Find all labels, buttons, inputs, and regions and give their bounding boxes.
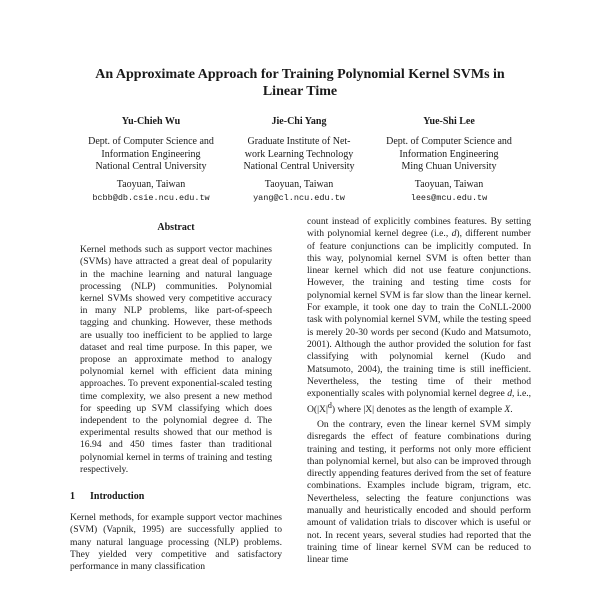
body-paragraph-2: On the contrary, even the linear kernel SVM simply disregards the effect of feature combinations during training and testing, it performs not only more efficient than polynomial kernel, but also can be improved through directly appending features derived from the set of feature combinations. Examples include bigram, trigram, etc. Nevertheless, selecting the feature conjunctions was manually and heuristically encoded and should perform amount of validation trials to discover which is useful or not. In recent years, several studies had reported that the training time of linear kernel SVM can be reduced to linear time	[307, 418, 531, 566]
section-heading	[70, 491, 282, 503]
math-variable-d: d	[507, 388, 513, 400]
affiliation-line: National Central University	[95, 161, 207, 172]
abstract-heading: Abstract	[157, 222, 195, 233]
author-name: Yue-Shi Lee	[423, 116, 475, 127]
paper-title-line-2: Linear Time	[262, 84, 338, 99]
author-location: Taoyuan, Taiwan	[414, 178, 484, 190]
section-title: Introduction	[90, 491, 145, 503]
body-paragraph-1	[307, 216, 531, 417]
math-variable-x: X	[504, 404, 511, 416]
affiliation-line: Dept. of Computer Science and	[386, 136, 512, 147]
paper-title	[60, 66, 540, 100]
section-number: 1	[70, 491, 75, 503]
text-run: , i.e., O(|X|	[307, 388, 531, 416]
affiliation-line: work Learning Technology	[244, 148, 354, 160]
author-location: Taoyuan, Taiwan	[264, 178, 334, 190]
author-block-1	[76, 116, 226, 205]
author-block-3	[374, 116, 524, 205]
affiliation-line: Graduate Institute of Net-	[247, 136, 351, 147]
affiliation-line: Dept. of Computer Science and	[88, 136, 214, 147]
author-location: Taoyuan, Taiwan	[116, 178, 186, 190]
text-run: ), different number of feature conjunctions can be implicitly computed. In this way, polynomial kernel SVM is often better than linear kernel which did not use feature conjunctions. However, the training and testing time costs for polynomial kernel SVM is far slow than the linear kernel. For example, it took one day to train the CoNLL-2000 task with polynomial kernel SVM, while the testing speed is merely 20-30 words per second (Kudo and Matsumoto, 2001). Although the author provided the solution for fast classifying with polynomial kernel (Kudo and Matsumoto, 2004), the training time is still inefficient. Nevertheless, the testing time of their method exponentially scales with polynomial kernel degree	[307, 228, 531, 400]
abstract-text: Kernel methods such as support vector machines (SVMs) have attracted a great deal of popularity in the machine learning and natural language processing (NLP) communities. Polynomial kernel SVMs showed very competitive accuracy in many NLP problems, like part-of-speech tagging and chunking. However, these methods are usually too inefficient to be applied to large dataset and real time purpose. In this paper, we propose an approximate method to analogy polynomial kernel with efficient data mining approaches. To prevent exponential-scaled testing time complexity, we also present a new method for speeding up SVM classifying which does independent to the polynomial degree d. The experimental results showed that our method is 16.94 and 450 times faster than traditional polynomial kernel in terms of training and testing respectively.	[80, 244, 272, 475]
affiliation-line: National Central University	[243, 161, 355, 172]
introduction-text: Kernel methods, for example support vector machines (SVM) (Vapnik, 1995) are successfully applied to many natural language processing (NLP) problems. They yielded very competitive and satisfactory performance in many classification	[70, 512, 282, 573]
author-block-2	[224, 116, 374, 205]
affiliation-line: Information Engineering	[101, 148, 201, 160]
math-variable-d: d	[451, 228, 457, 240]
right-column	[307, 216, 531, 567]
text-run: ) where |X| denotes as the length of example	[331, 404, 505, 416]
text-run: count instead of explicitly combines features. By setting with polynomial kernel degree (i.e.,	[307, 216, 531, 240]
affiliation-line: Ming Chuan University	[401, 161, 497, 172]
text-run: .	[510, 404, 513, 416]
author-name: Jie-Chi Yang	[271, 116, 327, 127]
author-name: Yu-Chieh Wu	[121, 116, 181, 127]
author-email: lees@mcu.edu.tw	[410, 193, 488, 203]
author-email: yang@cl.ncu.edu.tw	[253, 193, 345, 203]
math-superscript: d	[327, 401, 332, 411]
author-email: bcbb@db.csie.ncu.edu.tw	[92, 193, 210, 203]
paper-title-line-1: An Approximate Approach for Training Polynomial Kernel SVMs in	[95, 67, 505, 82]
left-column	[70, 222, 282, 573]
affiliation-line: Information Engineering	[399, 148, 499, 160]
